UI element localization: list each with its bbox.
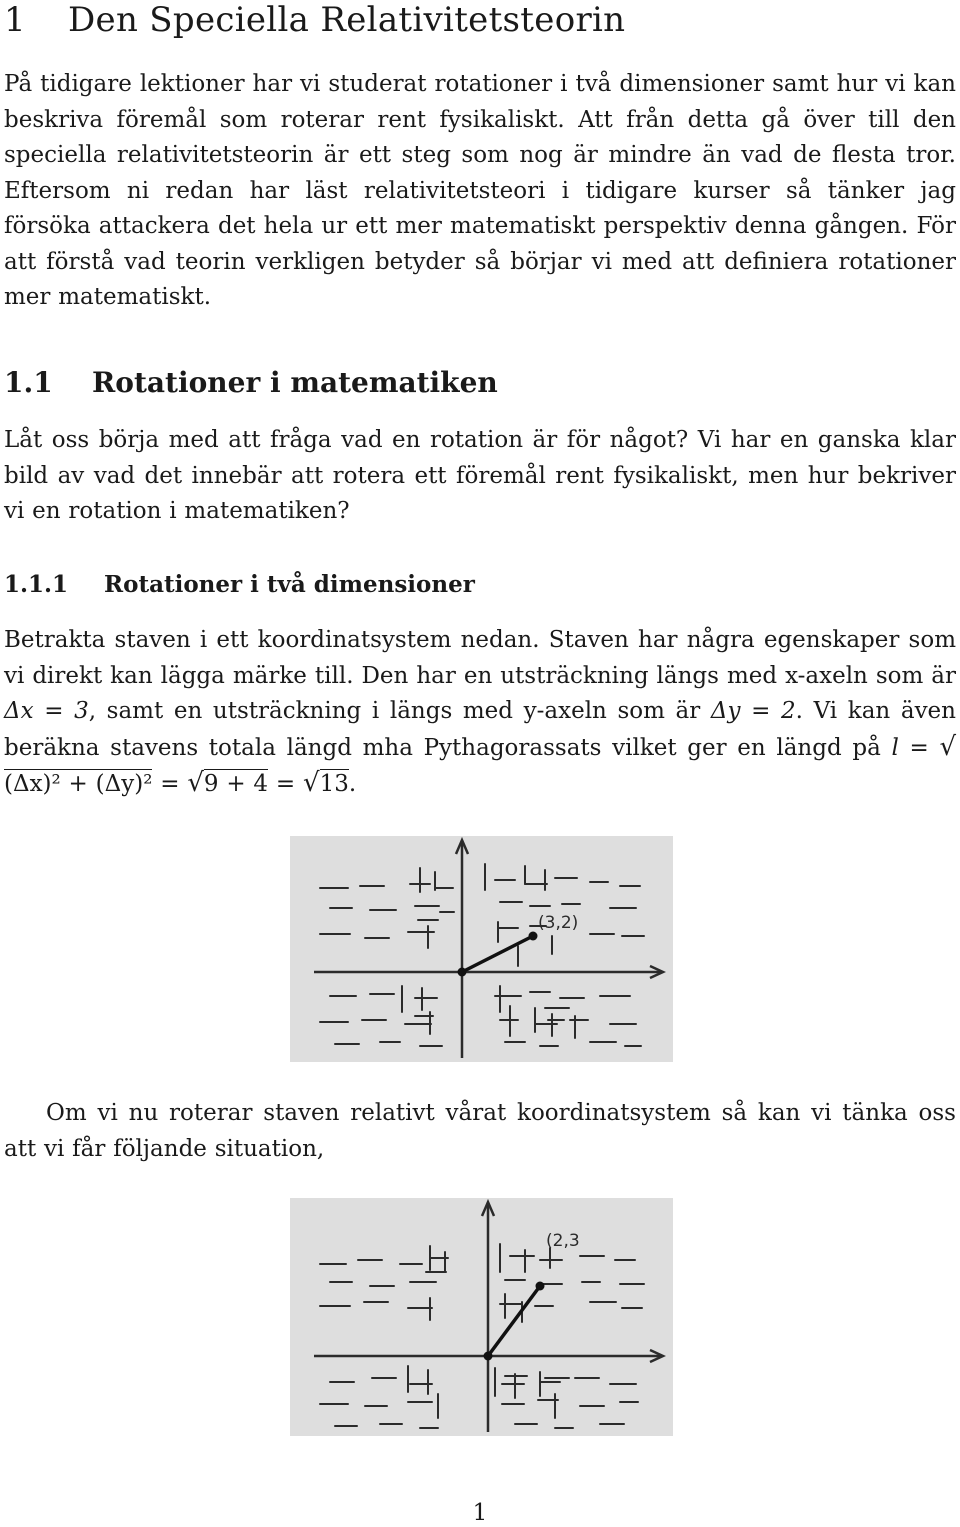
math-equals-1: = <box>152 771 188 797</box>
subsection-paragraph: Låt oss börja med att fråga vad en rotation är för något? Vi har en ganska klar bild av vad det innebär att rotera ett föremål rent fysikaliskt, men hur bekriver vi en rotation i matematiken? <box>4 427 956 524</box>
point-label: (3,2) <box>538 913 579 933</box>
rod-text-a: Betrakta staven i ett koordinatsystem nedan. Staven har några egenskaper som vi direkt kan lägga märke till. Den har en utsträckning längs med x-axeln som är <box>4 627 956 689</box>
rotation-paragraph: Om vi nu roterar staven relativt vårat koordinatsystem så kan vi tänka oss att vi får följande situation, <box>4 1100 956 1162</box>
math-delta-y: Δy = 2 <box>710 698 796 724</box>
subsubsection-number: 1.1.1 <box>4 571 69 598</box>
subsubsection-heading <box>4 568 475 602</box>
figure2-drawing <box>290 1198 673 1436</box>
figure-rod-coordinate-photo <box>290 836 673 1062</box>
figure1-drawing <box>290 836 673 1062</box>
page-number: 1 <box>472 1500 488 1526</box>
intro-paragraph: På tidigare lektioner har vi studerat rotationer i två dimensioner samt hur vi kan beskriva föremål som roterar rent fysikaliskt. Att från detta gå över till den speciella relativitetsteorin är ett steg som nog är mindre än vad de flesta tror. Eftersom ni redan har läst relativitetsteori i tidigare kurser så tänker jag försöka attackera det hela ur ett mer matematiskt perspektiv denna gången. För att förstå vad teorin verkligen betyder så börjar vi med att definiera rotationer mer matematiskt. <box>4 71 956 310</box>
rod-text-b: , samt en utsträckning i längs med y-axeln som är <box>88 698 711 724</box>
rod-end-point <box>536 1282 545 1291</box>
math-delta-x: Δx = 3 <box>4 698 89 724</box>
section-number: 1 <box>4 0 26 40</box>
sqrt-sign-icon: √ <box>187 768 204 798</box>
rod-paragraph <box>4 623 956 803</box>
subsection-number: 1.1 <box>4 366 53 399</box>
point-label: (2,3 <box>546 1231 580 1251</box>
rod-text-c: . Vi kan även beräkna stavens totala längd mha Pythagorassats vilket ger en längd på <box>4 698 956 761</box>
math-sqrt-sum: 9 + 4 <box>203 771 269 797</box>
subsection-title: Rotationer i matematiken <box>92 366 498 399</box>
math-sqrt-expression: (Δx)² + (Δy)² <box>4 771 153 797</box>
section-heading <box>4 0 625 40</box>
rod-line <box>488 1286 540 1356</box>
grid-dashes <box>320 864 644 1046</box>
sqrt-sign-icon: √ <box>939 731 957 762</box>
math-equals-2: = <box>268 771 303 797</box>
section-title: Den Speciella Relativitetsteorin <box>68 0 626 40</box>
rod-end-point <box>529 932 538 941</box>
sqrt-sign-icon: √ <box>302 768 320 798</box>
rod-origin-point <box>484 1352 493 1361</box>
math-sqrt-result: 13 <box>319 771 349 797</box>
grid-dashes <box>320 1244 644 1428</box>
subsubsection-title: Rotationer i två dimensioner <box>104 571 475 598</box>
rod-text-d: . <box>348 771 357 797</box>
subsection-heading <box>4 365 498 401</box>
rod-origin-point <box>458 968 467 977</box>
math-length-lhs: l = <box>891 734 940 761</box>
figure-rotated-rod-photo <box>290 1198 673 1436</box>
